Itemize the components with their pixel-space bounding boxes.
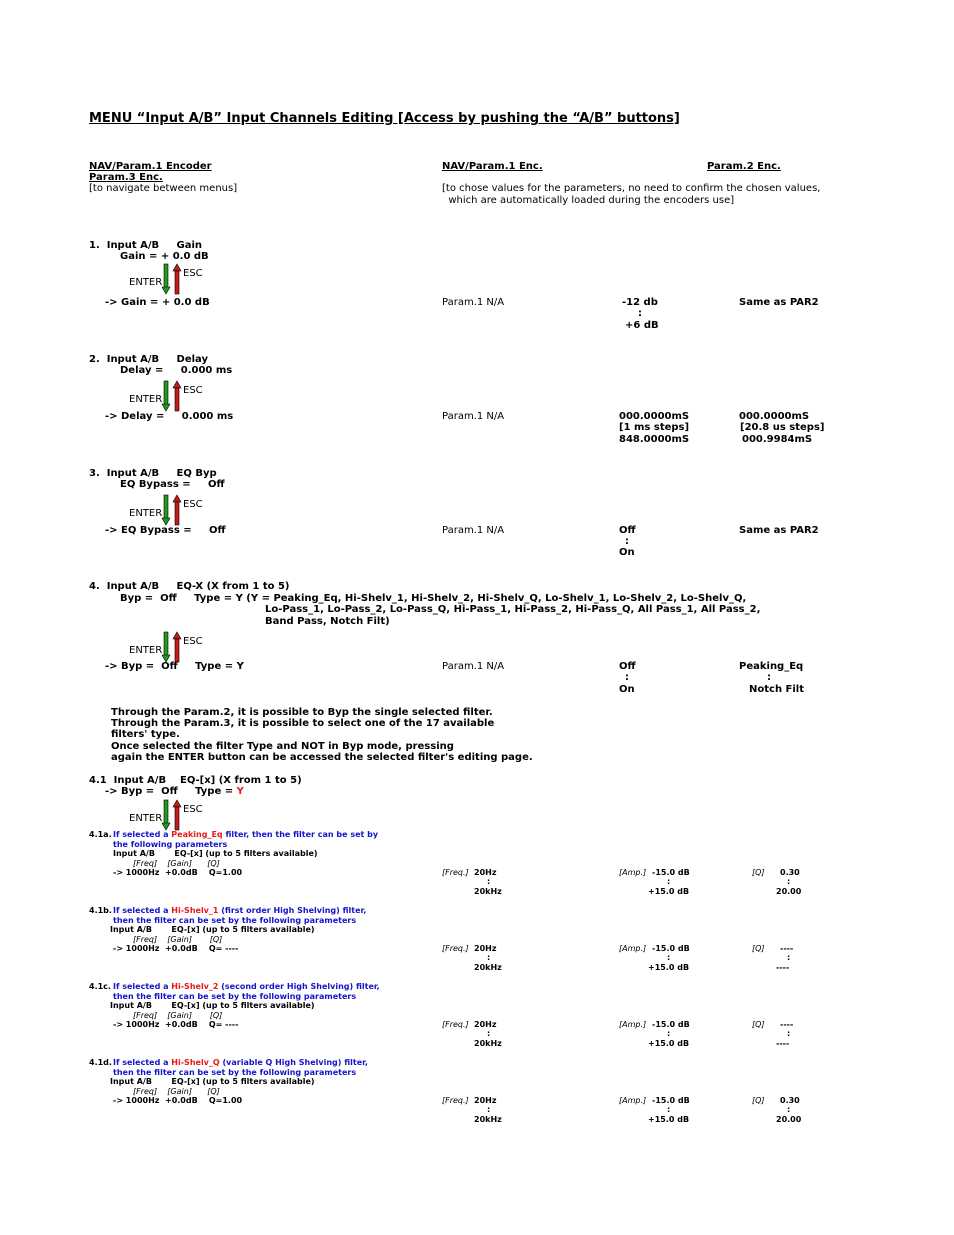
page-title: MENU “Input A/B” Input Channels Editing [Access by pushing the “A/B” buttons] [89, 111, 680, 126]
filter-type-name: Hi-Shelv_Q [171, 1058, 220, 1067]
section-value: Byp = Off Type = Y (Y = Peaking_Eq, Hi-Shelv_1, Hi-Shelv_2, Hi-Shelv_Q, Lo-Shelv_1, Lo-Shelv_2, Lo-Shelv_Q, [120, 593, 747, 604]
q-max: 20.00 [776, 1115, 802, 1124]
section-heading: 3. Input A/B EQ Byp [89, 468, 217, 479]
q-min: ---- [780, 1020, 794, 1029]
enter-label[interactable]: ENTER [129, 813, 163, 824]
subsection-menu-line: Input A/B EQ-[x] (up to 5 filters available) [110, 925, 315, 934]
col2-title: NAV/Param.1 Enc. [442, 161, 543, 172]
q-label: [Q] [752, 944, 765, 953]
section-row: -> Gain = + 0.0 dB [105, 297, 210, 308]
range-colon: : [667, 1105, 671, 1114]
range-colon: : [487, 1105, 491, 1114]
subsection-param-labels: [Freq] [Gain] [Q] [133, 935, 223, 944]
amp-max: +15.0 dB [648, 963, 690, 972]
col1-title: NAV/Param.1 Encoder [89, 161, 212, 172]
param2-max: On [619, 684, 635, 695]
range-colon: : [667, 1029, 671, 1038]
subsection-number: 4.1a. [89, 830, 112, 839]
subsection-row: -> 1000Hz +0.0dB Q=1.00 [113, 1096, 243, 1105]
freq-max: 20kHz [474, 1039, 502, 1048]
col2-desc: [to chose values for the parameters, no need to confirm the chosen values, which are automatically loaded during the encoders use] [442, 183, 821, 206]
subsection-desc-cont: then the filter can be set by the following parameters [113, 916, 357, 925]
enter-label[interactable]: ENTER [129, 394, 163, 405]
section-heading: 4. Input A/B EQ-X (X from 1 to 5) [89, 581, 290, 592]
filter-type-name: Hi-Shelv_2 [171, 982, 219, 991]
subsection-number: 4.1b. [89, 906, 112, 915]
param3-max: 000.9984mS [742, 434, 813, 445]
param3-value: Same as PAR2 [739, 525, 819, 536]
esc-label[interactable]: ESC [183, 804, 203, 815]
enter-label[interactable]: ENTER [129, 645, 163, 656]
param1-na: Param.1 N/A [442, 661, 505, 672]
row-text: -> Byp = Off Type = [105, 786, 237, 797]
type-highlight: Y [236, 786, 244, 797]
amp-label: [Amp.] [619, 1020, 647, 1029]
desc-text: (first order High Shelving) filter, [218, 906, 367, 915]
param1-na: Param.1 N/A [442, 525, 505, 536]
section-heading: 4.1 Input A/B EQ-[x] (X from 1 to 5) [89, 775, 302, 786]
param2-min: Off [619, 661, 636, 672]
q-label: [Q] [752, 1020, 765, 1029]
freq-min: 20Hz [474, 944, 497, 953]
esc-label[interactable]: ESC [183, 385, 203, 396]
subsection-menu-line: Input A/B EQ-[x] (up to 5 filters available) [110, 1001, 315, 1010]
amp-max: +15.0 dB [648, 1039, 690, 1048]
range-colon: : [787, 953, 791, 962]
freq-label: [Freq.] [442, 944, 469, 953]
q-label: [Q] [752, 1096, 765, 1105]
freq-min: 20Hz [474, 868, 497, 877]
note-line: Through the Param.2, it is possible to Byp the single selected filter. [111, 707, 493, 718]
note-line: again the ENTER button can be accessed the selected filter's editing page. [111, 752, 533, 763]
param2-max: 848.0000mS [619, 434, 690, 445]
param3-min: 000.0000mS [739, 411, 810, 422]
desc-text: (variable Q High Shelving) filter, [219, 1058, 368, 1067]
desc-text: If selected a [113, 830, 172, 839]
section-row: -> Delay = 0.000 ms [105, 411, 234, 422]
subsection-param-labels: [Freq] [Gain] [Q] [133, 1011, 223, 1020]
subsection-number: 4.1d. [89, 1058, 112, 1067]
freq-max: 20kHz [474, 887, 502, 896]
subsection-param-labels: [Freq] [Gain] [Q] [133, 859, 220, 868]
param1-na: Param.1 N/A [442, 411, 505, 422]
col1-desc: [to navigate between menus] [89, 183, 238, 194]
q-label: [Q] [752, 868, 765, 877]
q-min: 0.30 [780, 1096, 800, 1105]
range-colon: : [487, 1029, 491, 1038]
note-line: Once selected the filter Type and NOT in Byp mode, pressing [111, 741, 454, 752]
subsection-row: -> 1000Hz +0.0dB Q= ---- [113, 1020, 239, 1029]
subsection-desc-cont: then the filter can be set by the following parameters [113, 1068, 357, 1077]
range-colon: : [787, 1029, 791, 1038]
freq-min: 20Hz [474, 1096, 497, 1105]
range-colon: : [625, 536, 629, 547]
param2-max: +6 dB [625, 320, 659, 331]
esc-label[interactable]: ESC [183, 636, 203, 647]
range-colon: : [638, 308, 642, 319]
param3-min: Peaking_Eq [739, 661, 804, 672]
amp-label: [Amp.] [619, 868, 647, 877]
subsection-desc-cont: the following parameters [113, 840, 228, 849]
param3-max: Notch Filt [749, 684, 805, 695]
note-line: Through the Param.3, it is possible to select one of the 17 available [111, 718, 495, 729]
section-value: Gain = + 0.0 dB [120, 251, 209, 262]
freq-min: 20Hz [474, 1020, 497, 1029]
subsection-menu-line: Input A/B EQ-[x] (up to 5 filters available) [110, 1077, 315, 1086]
freq-max: 20kHz [474, 1115, 502, 1124]
range-colon: : [667, 953, 671, 962]
desc-text: filter, then the filter can be set by [222, 830, 379, 839]
subsection-param-labels: [Freq] [Gain] [Q] [133, 1087, 220, 1096]
amp-label: [Amp.] [619, 944, 647, 953]
col3-title: Param.2 Enc. [707, 161, 781, 172]
freq-label: [Freq.] [442, 1096, 469, 1105]
param2-max: On [619, 547, 635, 558]
note-line: filters' type. [111, 729, 180, 740]
q-max: ---- [776, 963, 790, 972]
enter-label[interactable]: ENTER [129, 277, 163, 288]
freq-label: [Freq.] [442, 868, 469, 877]
range-colon: : [487, 953, 491, 962]
param2-min: Off [619, 525, 636, 536]
filter-type-name: Hi-Shelv_1 [171, 906, 219, 915]
range-colon: : [767, 672, 771, 683]
range-colon: : [625, 672, 629, 683]
subsection-desc [113, 830, 378, 840]
q-min: 0.30 [780, 868, 800, 877]
section-value: Delay = 0.000 ms [120, 365, 233, 376]
desc-text: If selected a [113, 1058, 172, 1067]
range-colon: : [787, 877, 791, 886]
section-row: -> EQ Bypass = Off [105, 525, 226, 536]
param2-min: 000.0000mS [619, 411, 690, 422]
amp-min: -15.0 dB [652, 1096, 690, 1105]
subsection-row: -> 1000Hz +0.0dB Q=1.00 [113, 868, 243, 877]
section-value-cont: Lo-Pass_1, Lo-Pass_2, Lo-Pass_Q, Hi-Pass_1, Hi-Pass_2, Hi-Pass_Q, All Pass_1, All Pass_2, [265, 604, 761, 615]
range-colon: : [487, 877, 491, 886]
param3-value: Same as PAR2 [739, 297, 819, 308]
desc-text: If selected a [113, 982, 172, 991]
desc-text: If selected a [113, 906, 172, 915]
param1-na: Param.1 N/A [442, 297, 505, 308]
subsection-desc [113, 906, 366, 916]
amp-label: [Amp.] [619, 1096, 647, 1105]
filter-type-name: Peaking_Eq [171, 830, 223, 839]
freq-max: 20kHz [474, 963, 502, 972]
q-max: 20.00 [776, 887, 802, 896]
section-heading: 2. Input A/B Delay [89, 354, 208, 365]
desc-text: (second order High Shelving) filter, [218, 982, 380, 991]
section-heading: 1. Input A/B Gain [89, 240, 203, 251]
subsection-menu-line: Input A/B EQ-[x] (up to 5 filters available) [113, 849, 318, 858]
enter-label[interactable]: ENTER [129, 508, 163, 519]
amp-min: -15.0 dB [652, 868, 690, 877]
section-value: EQ Bypass = Off [120, 479, 225, 490]
subsection-row: -> 1000Hz +0.0dB Q= ---- [113, 944, 239, 953]
esc-label[interactable]: ESC [183, 499, 203, 510]
param2-step: [1 ms steps] [619, 422, 690, 433]
esc-label[interactable]: ESC [183, 268, 203, 279]
amp-min: -15.0 dB [652, 1020, 690, 1029]
range-colon: : [787, 1105, 791, 1114]
q-max: ---- [776, 1039, 790, 1048]
amp-min: -15.0 dB [652, 944, 690, 953]
subsection-desc [113, 1058, 368, 1068]
q-min: ---- [780, 944, 794, 953]
section-row [105, 786, 244, 798]
amp-max: +15.0 dB [648, 887, 690, 896]
subsection-number: 4.1c. [89, 982, 111, 991]
param3-step: [20.8 us steps] [740, 422, 825, 433]
col1-title2: Param.3 Enc. [89, 172, 163, 183]
section-row: -> Byp = Off Type = Y [105, 661, 244, 672]
freq-label: [Freq.] [442, 1020, 469, 1029]
section-value-cont: Band Pass, Notch Filt) [265, 616, 390, 627]
param2-min: -12 db [622, 297, 658, 308]
subsection-desc-cont: then the filter can be set by the following parameters [113, 992, 357, 1001]
amp-max: +15.0 dB [648, 1115, 690, 1124]
range-colon: : [667, 877, 671, 886]
subsection-desc [113, 982, 380, 992]
